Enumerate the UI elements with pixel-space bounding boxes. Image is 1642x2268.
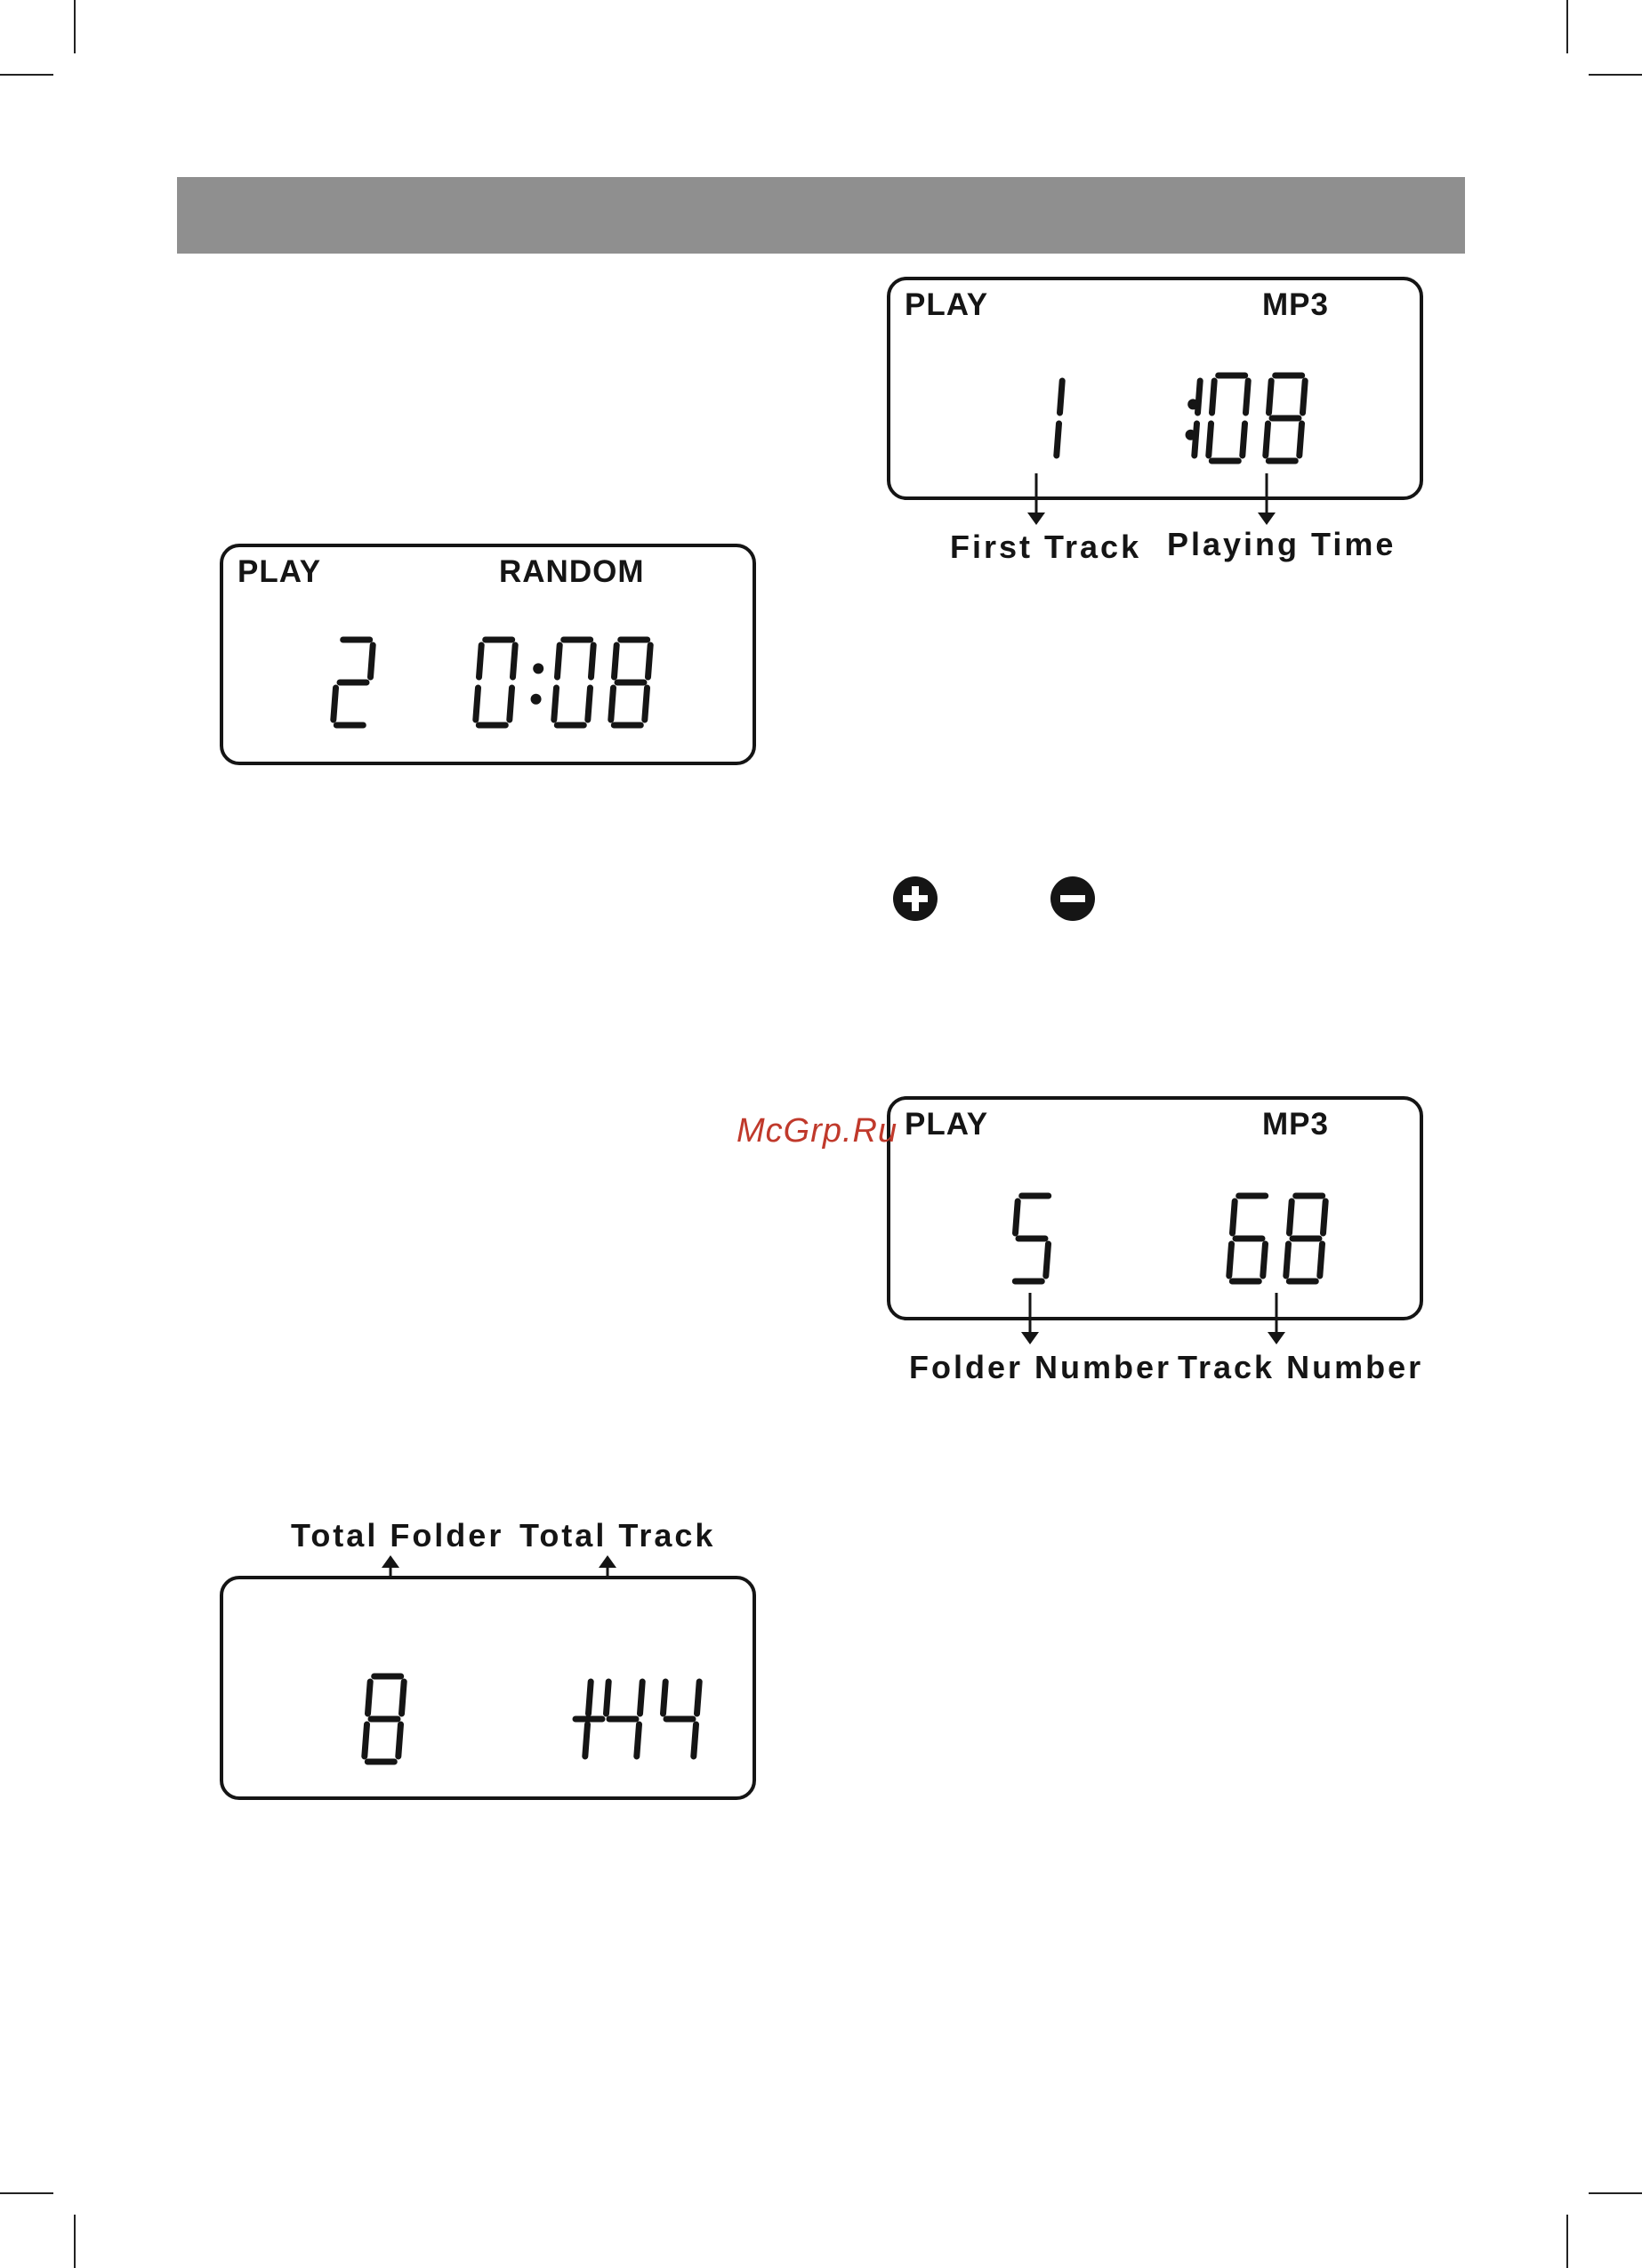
caption-playing-time: Playing Time: [1167, 526, 1397, 562]
lcd-digit: [1229, 1196, 1266, 1281]
lcd-digit: [554, 640, 593, 725]
lcd-digit: [476, 640, 515, 725]
crop-mark-bottom-left-v: [74, 2215, 76, 2268]
lcd-label-play: PLAY: [237, 554, 322, 589]
crop-mark-top-right-v: [1566, 0, 1568, 53]
caption-total-track: Total Track: [519, 1517, 716, 1554]
segment-f: [368, 1682, 371, 1714]
segment-b: [697, 1682, 700, 1714]
segment-b: [592, 645, 594, 677]
segment-c: [510, 688, 512, 720]
plus-circle-icon: [892, 876, 938, 922]
lcd-digit: [1286, 1196, 1325, 1281]
colon-dot: [531, 694, 542, 705]
lcd-label-mp3: MP3: [1262, 287, 1329, 322]
segment-b: [1246, 381, 1249, 413]
segment-f: [479, 645, 482, 677]
segment-f: [615, 645, 617, 677]
lcd-digit: [607, 1682, 643, 1756]
lcd-label-play: PLAY: [905, 1107, 989, 1142]
segment-e: [1209, 424, 1211, 456]
arrow-playing-time: [1253, 473, 1280, 527]
segment-f: [664, 1682, 666, 1714]
segment-c: [645, 688, 648, 720]
arrow-track-number: [1263, 1293, 1290, 1346]
segment-f: [1233, 1201, 1236, 1233]
lcd-digits-right: [543, 1673, 695, 1772]
segment-f: [558, 645, 560, 677]
lcd-display-first-track: [887, 277, 1423, 500]
segment-c: [637, 1724, 640, 1756]
caption-first-track: First Track: [950, 529, 1142, 565]
colon-dot: [1187, 399, 1198, 409]
crop-mark-bottom-right-h: [1589, 2192, 1642, 2194]
caption-track-number: Track Number: [1178, 1349, 1424, 1385]
segment-c: [1046, 1244, 1049, 1276]
lcd-digits-right: [468, 636, 699, 736]
lcd-digit: [1057, 381, 1062, 456]
lcd-digit: [334, 640, 373, 725]
lcd-digits-left: [326, 636, 388, 736]
segment-f: [1212, 381, 1215, 413]
crop-mark-top-left-h: [0, 74, 53, 76]
minus-circle-icon: [1050, 876, 1096, 922]
segment-f: [1290, 1201, 1292, 1233]
segment-e: [365, 1724, 367, 1756]
segment-b: [371, 645, 374, 677]
section-header-band: [177, 177, 1465, 254]
lcd-digits-left: [1004, 1192, 1066, 1292]
lcd-digits-right: [1221, 1192, 1346, 1292]
lcd-digit: [611, 640, 650, 725]
segment-e: [476, 688, 479, 720]
segment-e: [611, 688, 614, 720]
segment-b: [589, 1682, 592, 1714]
arrow-first-track: [1023, 473, 1050, 527]
segment-c: [1057, 424, 1059, 456]
segment-c: [694, 1724, 696, 1756]
segment-b: [513, 645, 516, 677]
lcd-digits-left: [1015, 372, 1068, 472]
lcd-digit: [664, 1682, 700, 1756]
crop-mark-top-right-h: [1589, 74, 1642, 76]
arrow-folder-number: [1017, 1293, 1043, 1346]
caption-total-folder: Total Folder: [291, 1517, 504, 1554]
segment-c: [1195, 424, 1197, 456]
segment-e: [554, 688, 557, 720]
segment-f: [1016, 1201, 1018, 1233]
lcd-digits-left: [357, 1673, 419, 1772]
lcd-display-total: [220, 1576, 756, 1800]
crop-mark-bottom-left-h: [0, 2192, 53, 2194]
segment-c: [1320, 1244, 1323, 1276]
lcd-digit: [365, 1676, 404, 1762]
crop-mark-bottom-right-v: [1566, 2215, 1568, 2268]
colon-dot: [1186, 430, 1196, 440]
lcd-digit: [1195, 381, 1200, 456]
segment-b: [1324, 1201, 1326, 1233]
crop-mark-top-left-v: [74, 0, 76, 53]
lcd-digit: [1209, 375, 1248, 461]
segment-c: [1263, 1244, 1266, 1276]
segment-c: [1243, 424, 1245, 456]
colon-dot: [533, 663, 543, 674]
lcd-digit: [1266, 375, 1305, 461]
segment-f: [1269, 381, 1272, 413]
lcd-label-mp3: MP3: [1262, 1107, 1329, 1142]
lcd-digits-right: [1153, 372, 1384, 472]
segment-b: [402, 1682, 405, 1714]
caption-folder-number: Folder Number: [909, 1349, 1172, 1385]
lcd-label-random: RANDOM: [499, 554, 645, 589]
segment-b: [1198, 381, 1201, 413]
segment-c: [398, 1724, 401, 1756]
segment-b: [1303, 381, 1306, 413]
segment-c: [588, 688, 591, 720]
segment-f: [607, 1682, 609, 1714]
segment-b: [640, 1682, 643, 1714]
lcd-display-folder-track: [887, 1096, 1423, 1320]
segment-e: [334, 688, 336, 720]
segment-b: [1060, 381, 1063, 413]
lcd-display-random: [220, 544, 756, 765]
lcd-label-play: PLAY: [905, 287, 989, 322]
segment-e: [1266, 424, 1268, 456]
watermark: McGrp.Ru: [736, 1112, 898, 1150]
segment-c: [585, 1724, 588, 1756]
segment-b: [648, 645, 651, 677]
segment-e: [1229, 1244, 1232, 1276]
lcd-digit: [1015, 1196, 1048, 1281]
segment-c: [1300, 424, 1302, 456]
segment-e: [1286, 1244, 1289, 1276]
